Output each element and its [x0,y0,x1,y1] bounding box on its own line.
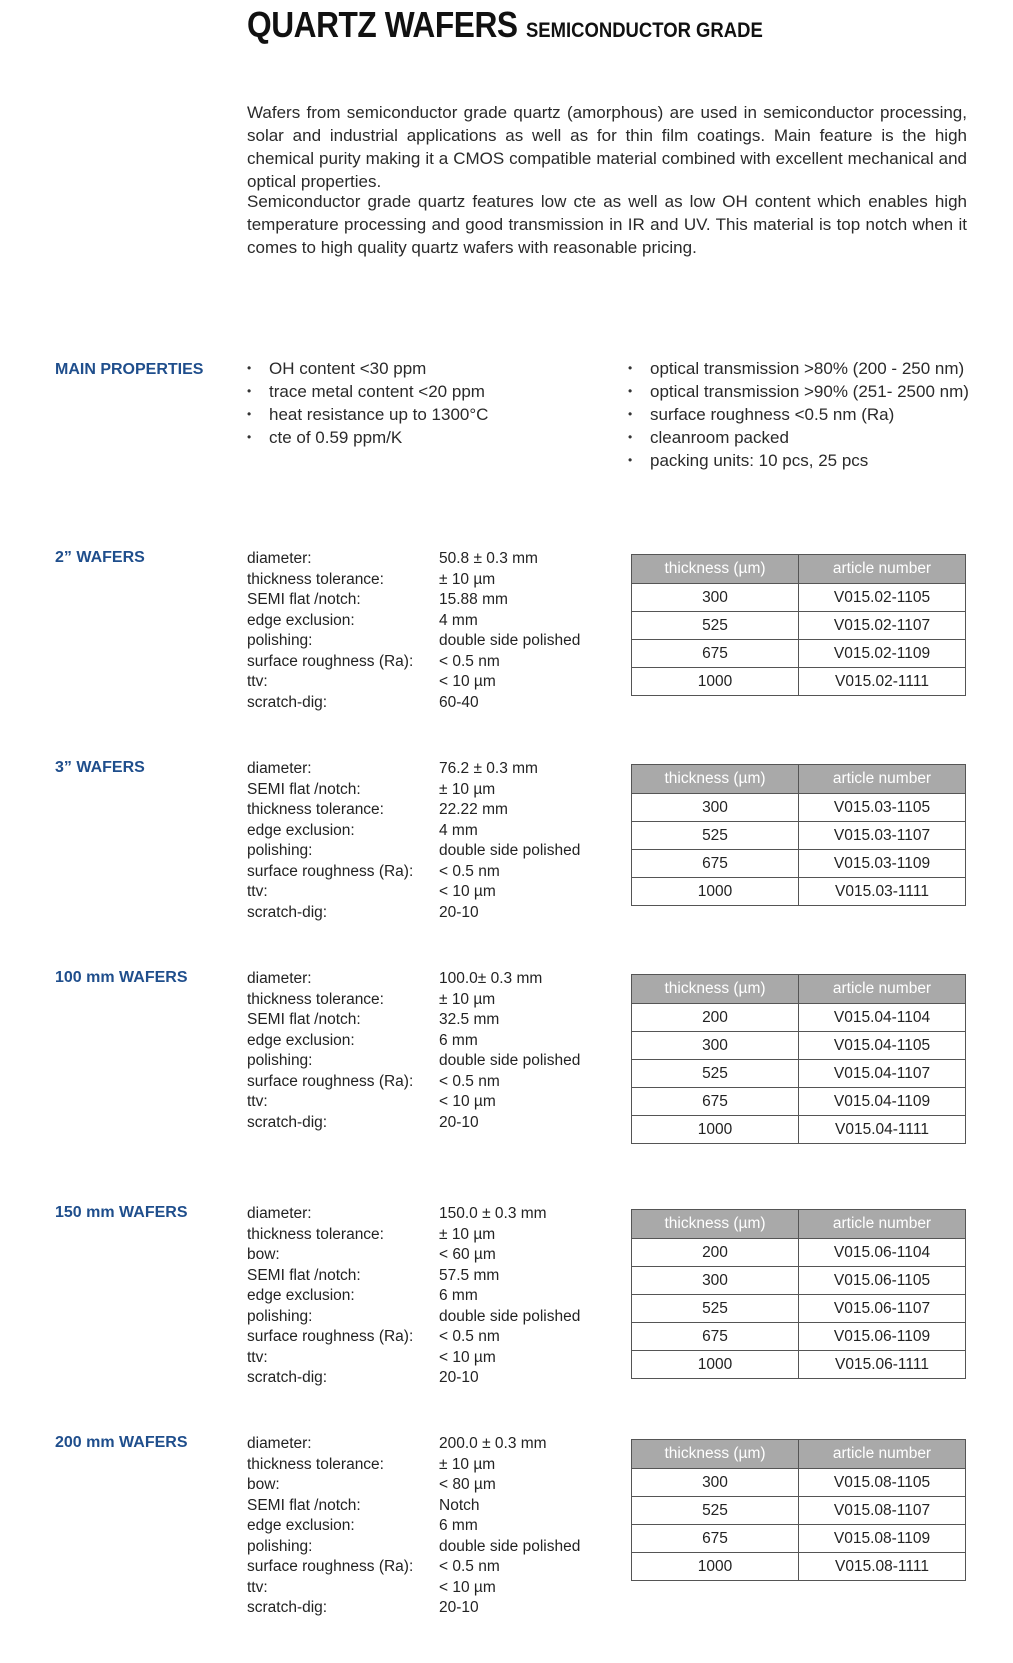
intro-paragraph-2: Semiconductor grade quartz features low cte as well as low OH content which enables high temperature processing and good transmission in IR and UV. This material is top notch when it comes to high quality quartz wafers with reasonable pricing. [247,192,967,257]
spec-value: double side polished [439,632,581,649]
table-row [632,1004,966,1032]
main-properties-list-left [247,357,488,449]
thickness-cell: 525 [632,1060,799,1088]
table-row [632,878,966,906]
table-row [632,850,966,878]
spec-row [247,1578,580,1599]
spec-key: ttv: [247,1348,268,1366]
spec-key: thickness tolerance: [247,990,384,1008]
spec-row [247,1598,580,1619]
spec-value: 22.22 mm [439,801,508,818]
section-label-2-inch: 2” WAFERS [55,549,145,566]
spec-value: ± 10 µm [439,990,496,1008]
list-item: • OH content <30 ppm [247,357,488,380]
thickness-cell: 1000 [632,1116,799,1144]
spec-row [247,1225,580,1246]
spec-key: thickness tolerance: [247,801,384,818]
thickness-cell: 1000 [632,1553,799,1581]
spec-row [247,780,580,801]
spec-key: scratch-dig: [247,1113,328,1131]
thickness-cell: 675 [632,1323,799,1351]
article-number-cell: V015.02-1107 [799,612,966,640]
spec-row [247,969,580,990]
article-number-cell: V015.06-1104 [799,1239,966,1267]
spec-value: double side polished [439,1537,581,1555]
spec-row [247,1113,580,1134]
thickness-cell: 675 [632,1088,799,1116]
thickness-cell: 300 [632,1469,799,1497]
spec-value: Notch [439,1496,480,1514]
article-number-header: article number [799,1210,966,1239]
spec-value: < 0.5 nm [439,652,500,670]
article-number-header: article number [799,1440,966,1469]
article-number-cell: V015.08-1107 [799,1497,966,1525]
table-row [632,1239,966,1267]
spec-key: surface roughness (Ra): [247,652,414,670]
table-header-row [632,765,966,794]
thickness-cell: 300 [632,1267,799,1295]
spec-row [247,1266,580,1287]
table-row [632,1295,966,1323]
list-item: • trace metal content <20 ppm [247,380,488,403]
spec-value: 20-10 [439,1113,479,1131]
spec-key: edge exclusion: [247,1287,355,1304]
spec-key: ttv: [247,673,268,690]
main-properties-list-right [628,357,969,472]
spec-row [247,1455,580,1476]
spec-value: 4 mm [439,821,478,839]
article-number-cell: V015.03-1105 [799,794,966,822]
spec-row [247,1496,580,1517]
spec-row [247,1307,580,1328]
spec-row [247,903,580,924]
spec-row [247,631,580,652]
table-row [632,1267,966,1295]
article-number-header: article number [799,765,966,794]
spec-value: 76.2 ± 0.3 mm [439,760,538,777]
spec-row [247,693,580,714]
spec-row [247,652,580,673]
spec-key: edge exclusion: [247,1031,355,1049]
spec-value: ± 10 µm [439,1455,496,1473]
spec-row [247,882,580,903]
table-row [632,640,966,668]
spec-key: diameter: [247,760,312,777]
table-row [632,1351,966,1379]
spec-row [247,1031,580,1052]
table-row [632,612,966,640]
article-number-cell: V015.08-1109 [799,1525,966,1553]
thickness-cell: 300 [632,794,799,822]
spec-key: edge exclusion: [247,611,355,629]
thickness-cell: 1000 [632,668,799,696]
spec-key: surface roughness (Ra): [247,862,414,880]
spec-list-3-inch [247,759,580,923]
table-row [632,1060,966,1088]
article-number-cell: V015.04-1105 [799,1032,966,1060]
article-table-2-inch [631,554,966,696]
list-item: • cleanroom packed [628,426,969,449]
spec-key: SEMI flat /notch: [247,1266,361,1284]
spec-value: 57.5 mm [439,1266,500,1284]
spec-list-200mm [247,1434,580,1619]
spec-list-2-inch [247,549,580,713]
spec-row [247,1557,580,1578]
list-item: • packing units: 10 pcs, 25 pcs [628,449,969,472]
spec-value: ± 10 µm [439,1225,496,1243]
spec-row [247,1204,580,1225]
spec-key: diameter: [247,1435,312,1452]
spec-key: ttv: [247,1093,268,1110]
title-subtitle: SEMICONDUCTOR GRADE [525,19,763,42]
thickness-cell: 300 [632,1032,799,1060]
table-row [632,822,966,850]
spec-row [247,862,580,883]
table-row [632,668,966,696]
table-row [632,1323,966,1351]
spec-value: < 10 µm [439,1093,496,1110]
thickness-cell: 675 [632,640,799,668]
article-table-150mm [631,1209,966,1379]
article-number-cell: V015.06-1105 [799,1267,966,1295]
spec-value: 32.5 mm [439,1011,500,1028]
article-number-cell: V015.04-1107 [799,1060,966,1088]
spec-value: 6 mm [439,1031,478,1049]
spec-row [247,549,580,570]
page-title [247,4,763,46]
spec-key: polishing: [247,1052,313,1069]
intro-paragraph-1: Wafers from semiconductor grade quartz (amorphous) are used in semiconductor processing, solar and industrial applications as well as for thin film coatings. Main feature is the high chemical purity making it a CMOS compatible material combined with excellent mechanical and optical properties. [247,103,967,191]
table-row [632,1525,966,1553]
spec-key: SEMI flat /notch: [247,1496,361,1514]
article-number-cell: V015.04-1104 [799,1004,966,1032]
spec-row [247,990,580,1011]
thickness-cell: 200 [632,1004,799,1032]
list-item: • optical transmission >80% (200 - 250 nm) [628,357,969,380]
spec-value: < 10 µm [439,1348,496,1366]
article-number-cell: V015.06-1107 [799,1295,966,1323]
spec-key: scratch-dig: [247,903,328,921]
spec-value: 20-10 [439,903,479,921]
article-number-cell: V015.08-1111 [799,1553,966,1581]
spec-value: double side polished [439,1307,581,1325]
spec-value: < 80 µm [439,1476,496,1493]
spec-row [247,672,580,693]
spec-value: 20-10 [439,1369,479,1386]
spec-value: < 0.5 nm [439,1558,500,1575]
spec-key: scratch-dig: [247,1599,328,1616]
spec-value: 150.0 ± 0.3 mm [439,1205,547,1222]
article-number-cell: V015.06-1109 [799,1323,966,1351]
section-label-100mm: 100 mm WAFERS [55,969,188,986]
spec-key: thickness tolerance: [247,1225,384,1243]
spec-row [247,821,580,842]
table-row [632,1497,966,1525]
table-row [632,584,966,612]
spec-value: 200.0 ± 0.3 mm [439,1435,547,1452]
thickness-cell: 525 [632,612,799,640]
spec-key: scratch-dig: [247,1369,328,1386]
spec-value: 4 mm [439,611,478,629]
article-number-cell: V015.03-1111 [799,878,966,906]
article-table-100mm [631,974,966,1144]
spec-key: diameter: [247,550,312,567]
spec-value: < 0.5 nm [439,1072,500,1090]
spec-key: SEMI flat /notch: [247,1011,361,1028]
spec-row [247,1092,580,1113]
article-number-cell: V015.02-1109 [799,640,966,668]
spec-value: 6 mm [439,1517,478,1534]
thickness-header: thickness (µm) [632,975,799,1004]
spec-key: bow: [247,1476,280,1493]
article-number-cell: V015.02-1105 [799,584,966,612]
article-number-cell: V015.03-1109 [799,850,966,878]
spec-key: SEMI flat /notch: [247,591,361,608]
table-row [632,1032,966,1060]
spec-list-150mm [247,1204,580,1389]
thickness-cell: 525 [632,1295,799,1323]
article-number-cell: V015.08-1105 [799,1469,966,1497]
thickness-cell: 1000 [632,878,799,906]
spec-value: 15.88 mm [439,591,508,608]
spec-key: polishing: [247,1537,313,1555]
spec-key: thickness tolerance: [247,570,384,588]
spec-value: 50.8 ± 0.3 mm [439,550,538,567]
thickness-header: thickness (µm) [632,555,799,584]
spec-row [247,800,580,821]
table-header-row [632,555,966,584]
spec-value: double side polished [439,842,581,859]
table-row [632,1553,966,1581]
article-number-cell: V015.04-1111 [799,1116,966,1144]
list-item: • heat resistance up to 1300°C [247,403,488,426]
thickness-cell: 300 [632,584,799,612]
spec-value: < 10 µm [439,673,496,690]
thickness-cell: 200 [632,1239,799,1267]
table-header-row [632,1210,966,1239]
spec-row [247,1348,580,1369]
spec-key: polishing: [247,632,313,649]
spec-row [247,759,580,780]
spec-key: edge exclusion: [247,821,355,839]
spec-key: surface roughness (Ra): [247,1328,414,1345]
thickness-cell: 675 [632,1525,799,1553]
spec-list-100mm [247,969,580,1133]
spec-key: edge exclusion: [247,1517,355,1534]
spec-row [247,1245,580,1266]
thickness-cell: 675 [632,850,799,878]
spec-key: diameter: [247,1205,312,1222]
table-row [632,1088,966,1116]
main-properties-label: MAIN PROPERTIES [55,361,204,378]
table-row [632,794,966,822]
spec-key: polishing: [247,1307,313,1325]
spec-key: scratch-dig: [247,693,328,711]
spec-row [247,1072,580,1093]
spec-value: double side polished [439,1052,581,1069]
spec-value: < 10 µm [439,1578,496,1596]
spec-value: 100.0± 0.3 mm [439,970,543,987]
spec-key: surface roughness (Ra): [247,1558,414,1575]
spec-row [247,1286,580,1307]
spec-row [247,1327,580,1348]
spec-row [247,1537,580,1558]
spec-value: < 0.5 nm [439,1328,500,1345]
section-label-200mm: 200 mm WAFERS [55,1434,188,1451]
article-number-cell: V015.06-1111 [799,1351,966,1379]
spec-key: surface roughness (Ra): [247,1072,414,1090]
spec-value: 6 mm [439,1287,478,1304]
table-row [632,1116,966,1144]
thickness-cell: 1000 [632,1351,799,1379]
spec-row [247,611,580,632]
spec-row [247,1051,580,1072]
article-number-cell: V015.03-1107 [799,822,966,850]
spec-value: ± 10 µm [439,570,496,588]
spec-row [247,1434,580,1455]
spec-key: SEMI flat /notch: [247,780,361,798]
spec-key: bow: [247,1246,280,1263]
spec-key: thickness tolerance: [247,1455,384,1473]
article-table-200mm [631,1439,966,1581]
spec-row [247,841,580,862]
table-header-row [632,975,966,1004]
thickness-header: thickness (µm) [632,1210,799,1239]
spec-row [247,1010,580,1031]
spec-row [247,1368,580,1389]
table-row [632,1469,966,1497]
spec-key: ttv: [247,883,268,900]
spec-row [247,570,580,591]
article-number-header: article number [799,555,966,584]
list-item: • cte of 0.59 ppm/K [247,426,488,449]
thickness-header: thickness (µm) [632,1440,799,1469]
title-main: QUARTZ WAFERS [247,4,518,45]
spec-value: ± 10 µm [439,780,496,798]
spec-value: 20-10 [439,1599,479,1616]
spec-key: ttv: [247,1578,268,1596]
thickness-cell: 525 [632,822,799,850]
article-number-cell: V015.02-1111 [799,668,966,696]
spec-value: < 10 µm [439,883,496,900]
list-item: • surface roughness <0.5 nm (Ra) [628,403,969,426]
section-label-150mm: 150 mm WAFERS [55,1204,188,1221]
spec-key: diameter: [247,970,312,987]
thickness-cell: 525 [632,1497,799,1525]
spec-row [247,1516,580,1537]
spec-value: < 0.5 nm [439,862,500,880]
list-item: • optical transmission >90% (251- 2500 nm) [628,380,969,403]
spec-value: < 60 µm [439,1246,496,1263]
article-number-cell: V015.04-1109 [799,1088,966,1116]
section-label-3-inch: 3” WAFERS [55,759,145,776]
article-number-header: article number [799,975,966,1004]
article-table-3-inch [631,764,966,906]
spec-row [247,590,580,611]
table-header-row [632,1440,966,1469]
spec-row [247,1475,580,1496]
spec-value: 60-40 [439,693,479,711]
thickness-header: thickness (µm) [632,765,799,794]
spec-key: polishing: [247,842,313,859]
